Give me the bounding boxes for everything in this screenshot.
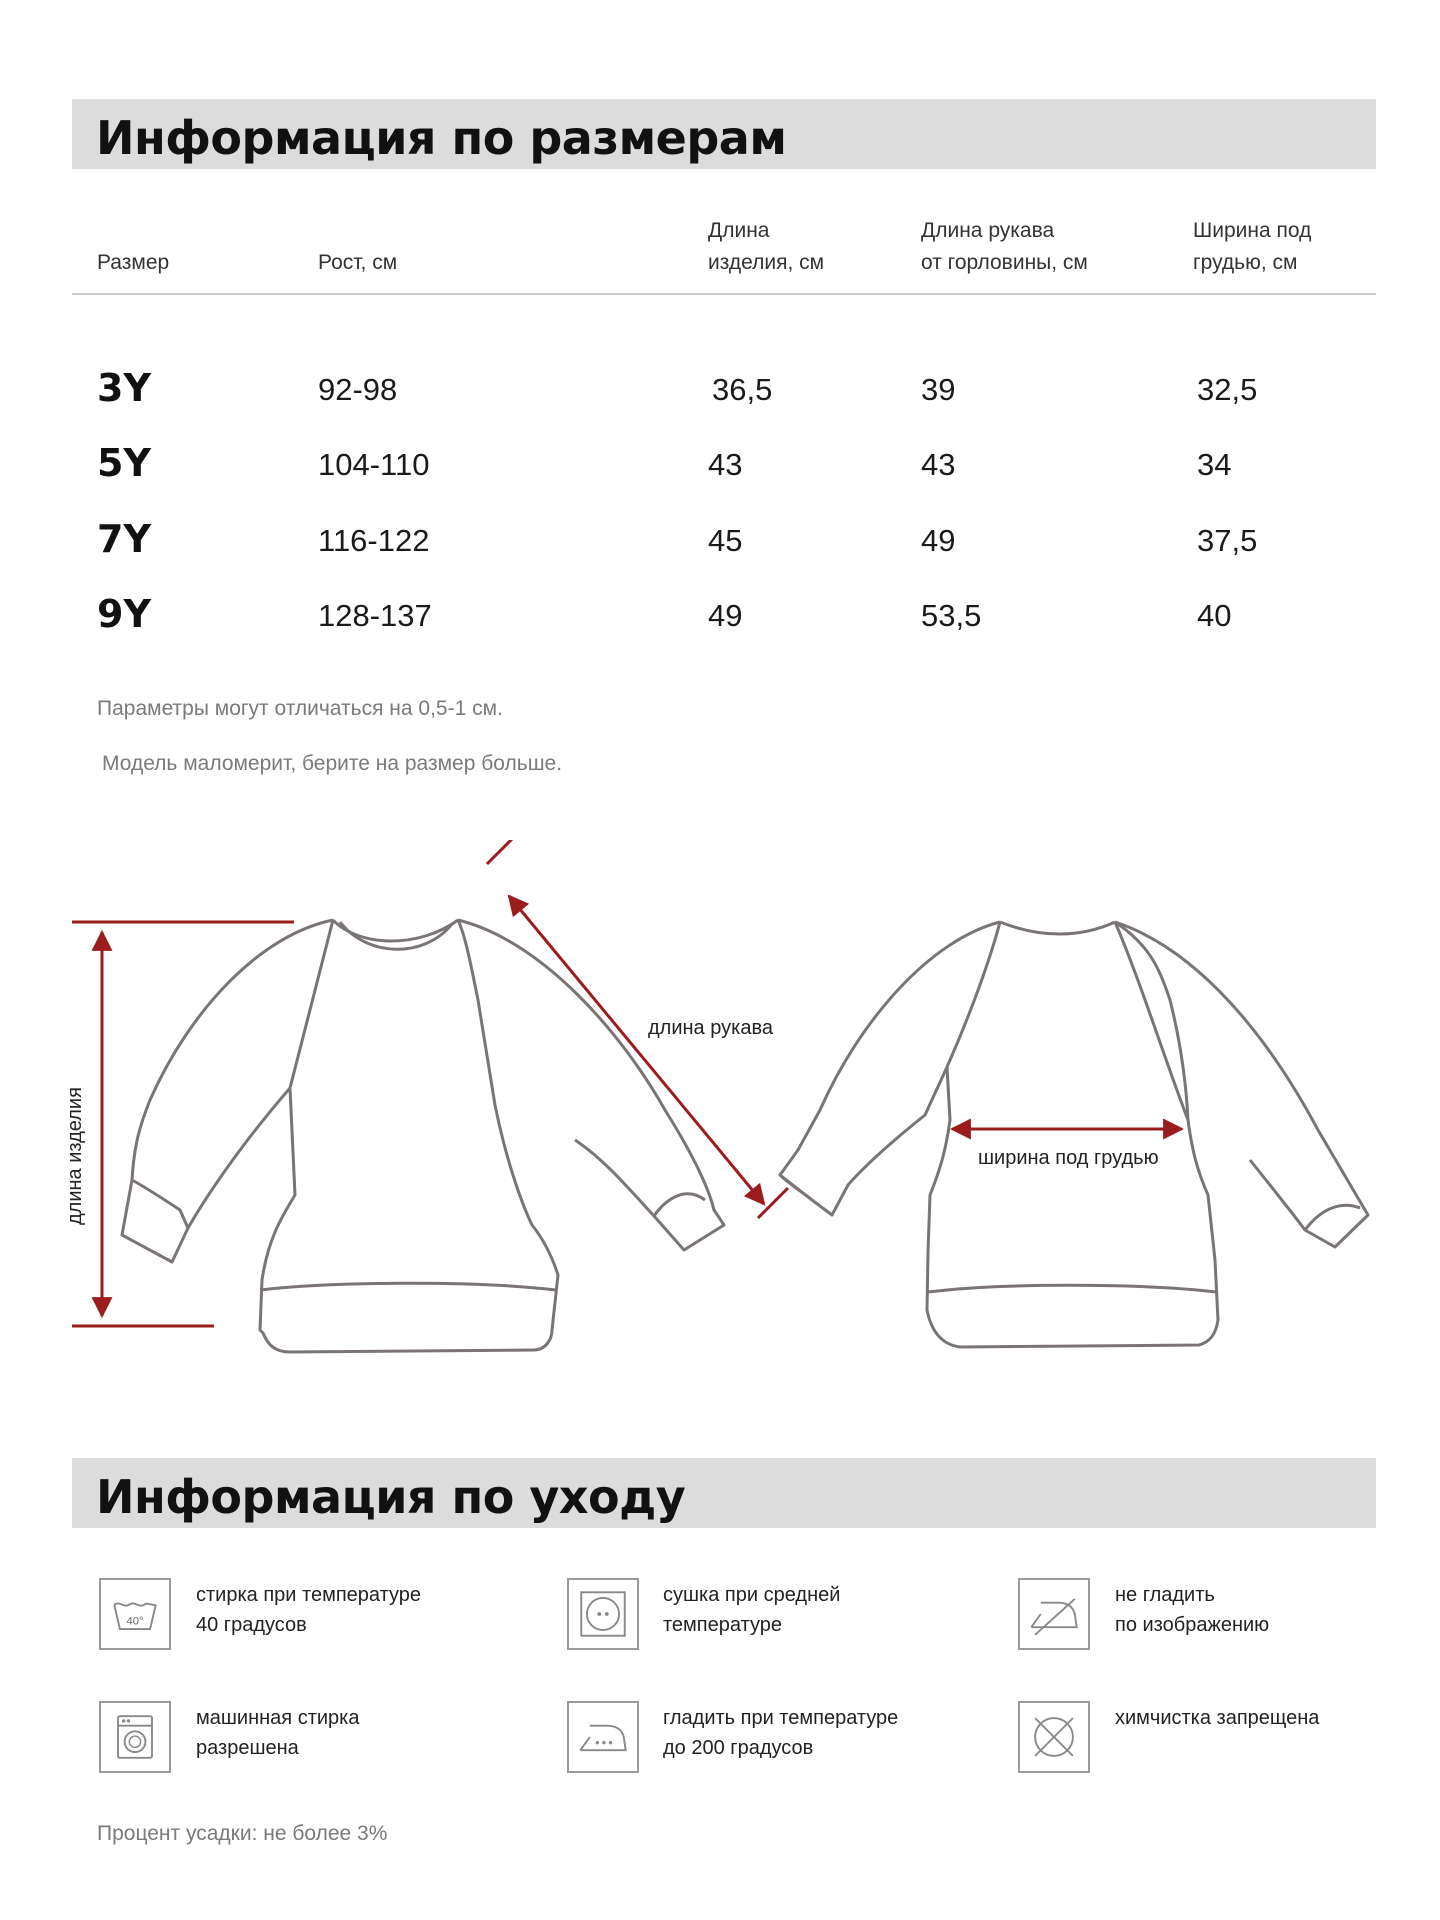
- care-section-title: Информация по уходу: [96, 1470, 686, 1524]
- row-size: 3Y: [97, 366, 151, 410]
- shrinkage-note: Процент усадки: не более 3%: [97, 1822, 388, 1845]
- row-size: 9Y: [97, 592, 151, 636]
- header-size: Размер: [97, 251, 170, 274]
- row-height: 92-98: [318, 372, 398, 407]
- garment-diagram: [0, 840, 1440, 1360]
- front-view-outline: [122, 920, 724, 1352]
- table-header-divider: [72, 293, 1376, 295]
- row-chest: 32,5: [1197, 372, 1258, 407]
- size-section-title: Информация по размерам: [96, 111, 787, 165]
- care-text-machine-wash: машинная стирка разрешена: [196, 1707, 360, 1759]
- chest-label: ширина под грудью: [978, 1147, 1159, 1169]
- tumble-dry-medium-icon: [567, 1578, 639, 1650]
- care-text-wash-40: стирка при температуре 40 градусов: [196, 1584, 421, 1636]
- header-length-line1: Длина: [708, 219, 770, 242]
- sweatshirt-illustration: [0, 840, 1440, 1360]
- row-length: 36,5: [712, 372, 773, 407]
- row-size: 5Y: [97, 441, 151, 485]
- header-length: [708, 215, 824, 279]
- row-length: 49: [708, 598, 743, 633]
- iron-200-icon: [567, 1701, 639, 1773]
- row-height: 116-122: [318, 523, 430, 558]
- care-text-no-dry-clean: химчистка запрещена: [1115, 1707, 1320, 1729]
- row-size: 7Y: [97, 517, 151, 561]
- size-section-header: [72, 99, 1376, 169]
- wash-temperature: 40°: [126, 1615, 144, 1628]
- header-length-line2: изделия, см: [708, 251, 825, 274]
- do-not-iron-print-icon: [1018, 1578, 1090, 1650]
- row-sleeve: 43: [921, 447, 956, 482]
- back-view-outline: [780, 922, 1368, 1347]
- care-text-iron-200: гладить при температуре до 200 градусов: [663, 1707, 899, 1759]
- header-chest-line1: Ширина под: [1193, 219, 1312, 242]
- wash-40-icon: [99, 1578, 171, 1650]
- header-chest: [1193, 215, 1311, 279]
- header-sleeve: [921, 215, 1088, 279]
- size-note-tolerance: Параметры могут отличаться на 0,5-1 см.: [97, 697, 503, 720]
- size-note-fit: Модель маломерит, берите на размер больше.: [102, 752, 563, 775]
- header-chest-line2: грудью, см: [1193, 251, 1298, 274]
- row-sleeve: 49: [921, 523, 956, 558]
- care-text-tumble-dry: сушка при средней температуре: [663, 1584, 841, 1636]
- row-sleeve: 39: [921, 372, 956, 407]
- row-height: 128-137: [318, 598, 432, 633]
- row-length: 45: [708, 523, 743, 558]
- care-section-header: [72, 1458, 1376, 1528]
- header-height: Рост, см: [318, 251, 398, 274]
- care-text-no-iron-print: не гладить по изображению: [1115, 1584, 1270, 1636]
- row-length: 43: [708, 447, 743, 482]
- row-height: 104-110: [318, 447, 430, 482]
- row-sleeve: 53,5: [921, 598, 982, 633]
- row-chest: 40: [1197, 598, 1232, 633]
- length-label: длина изделия: [64, 1087, 86, 1225]
- row-chest: 34: [1197, 447, 1232, 482]
- sleeve-label: длина рукава: [648, 1017, 773, 1039]
- header-sleeve-line1: Длина рукава: [921, 219, 1055, 242]
- header-sleeve-line2: от горловины, см: [921, 251, 1088, 274]
- no-dry-clean-icon: [1018, 1701, 1090, 1773]
- machine-wash-icon: [99, 1701, 171, 1773]
- row-chest: 37,5: [1197, 523, 1258, 558]
